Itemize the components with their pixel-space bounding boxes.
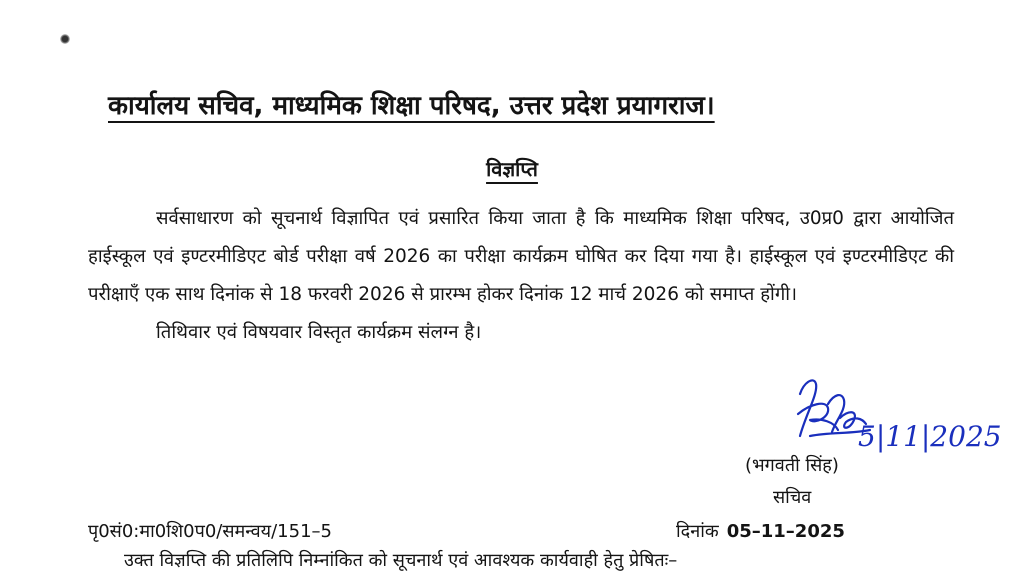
signatory-designation: सचिव bbox=[773, 487, 812, 508]
copy-forwarding-line: उक्त विज्ञप्ति की प्रतिलिपि निम्नांकित को सूचनार्थ एवं आवश्यक कार्यवाही हेतु प्रेषितः– bbox=[124, 550, 678, 571]
reference-number: पृ0सं0:मा0शि0प0/समन्वय/151–5 bbox=[88, 521, 332, 542]
office-heading: कार्यालय सचिव, माध्यमिक शिक्षा परिषद, उत्तर प्रदेश प्रयागराज। bbox=[108, 91, 715, 121]
notice-paragraph-1: सर्वसाधारण को सूचनार्थ विज्ञापित एवं प्रसारित किया जाता है कि माध्यमिक शिक्षा परिषद, उ0प्र0 द्वारा आयोजित हाईस्कूल एवं इण्टरमीडिएट बोर्ड परीक्षा वर्ष 2026 का परीक्षा कार्यक्रम घोषित कर दिया गया है। हाईस्कूल एवं इण्टरमीडिएट की परीक्षाएँ एक साथ दिनांक से 18 फरवरी 2026 से प्रारम्भ होकर दिनांक 12 मार्च 2026 को समाप्त होंगी। bbox=[88, 208, 954, 305]
signatory-name: (भगवती सिंह) bbox=[745, 455, 839, 476]
date-label: दिनांक bbox=[676, 521, 719, 542]
notice-paragraph-2: तिथिवार एवं विषयवार विस्तृत कार्यक्रम संलग्न है। bbox=[156, 322, 482, 343]
signature-date: 5|11|2025 bbox=[858, 420, 1002, 453]
letter-date bbox=[676, 519, 845, 543]
date-value: 05–11–2025 bbox=[726, 521, 845, 542]
notice-title bbox=[0, 155, 1024, 182]
notice-body bbox=[88, 200, 954, 352]
notice-title-text: विज्ञप्ति bbox=[486, 157, 538, 181]
paper-speck bbox=[60, 34, 70, 44]
